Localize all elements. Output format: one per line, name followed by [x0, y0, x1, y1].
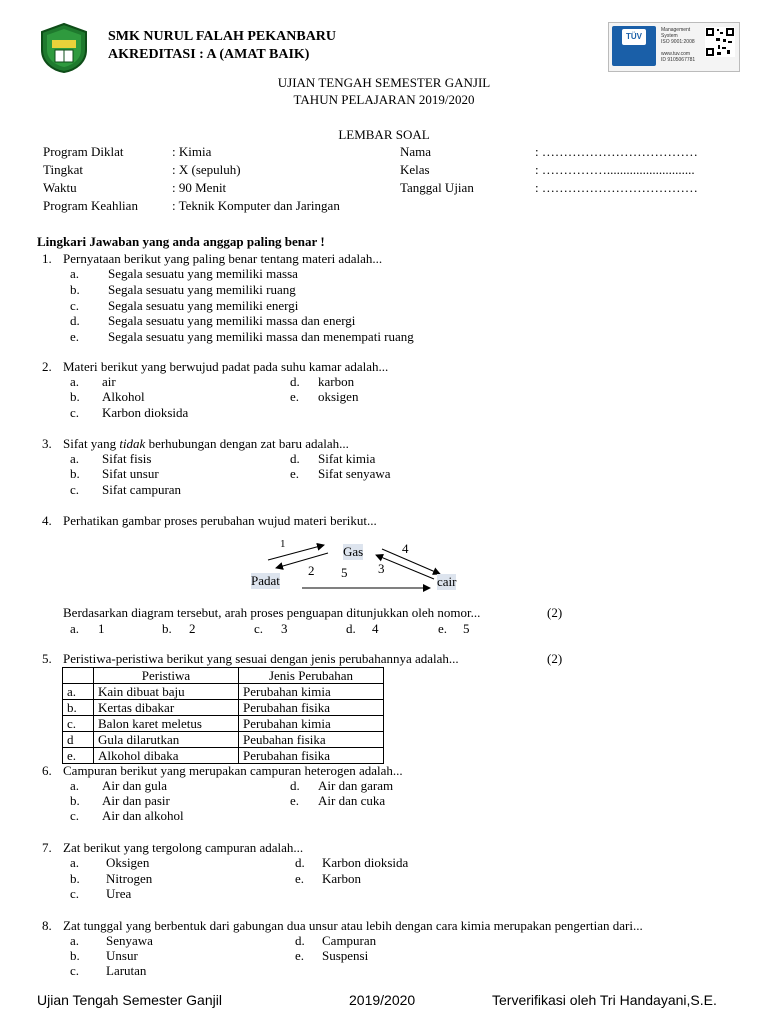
- cert-text: Management System ISO 9001:2008 www.tuv.com ID 9105067781: [661, 27, 696, 63]
- arrow-number: 4: [402, 541, 409, 556]
- option-key[interactable]: b.: [70, 466, 80, 481]
- option-key[interactable]: b.: [70, 793, 80, 808]
- option-text[interactable]: Nitrogen: [106, 871, 153, 886]
- option-text[interactable]: 4: [372, 621, 379, 636]
- option-text[interactable]: Segala sesuatu yang memiliki massa: [108, 266, 298, 281]
- question-text: Sifat yang tidak berhubungan dengan zat baru adalah...: [63, 436, 349, 451]
- option-text[interactable]: Air dan cuka: [318, 793, 386, 808]
- name-field[interactable]: : ………………………………: [535, 144, 698, 159]
- option-text[interactable]: Urea: [106, 886, 132, 901]
- table-header: Peristiwa: [94, 668, 239, 684]
- footer-verifier: Terverifikasi oleh Tri Handayani,S.E.: [492, 992, 717, 1008]
- table-cell: Perubahan fisika: [239, 748, 384, 764]
- class-field[interactable]: : ……………...........................: [535, 162, 695, 177]
- option-key[interactable]: c.: [254, 621, 264, 636]
- option-text[interactable]: Suspensi: [322, 948, 369, 963]
- table-cell: Alkohol dibaka: [94, 748, 239, 764]
- table-cell: e.: [63, 748, 94, 764]
- table-cell: Perubahan kimia: [239, 684, 384, 700]
- school-name: SMK NURUL FALAH PEKANBARU: [108, 29, 337, 44]
- info-value: : X (sepuluh): [172, 162, 241, 177]
- option-key[interactable]: d.: [346, 621, 356, 636]
- option-key[interactable]: e.: [290, 793, 300, 808]
- option-text[interactable]: 3: [281, 621, 288, 636]
- option-key[interactable]: d.: [295, 855, 305, 870]
- option-text[interactable]: 1: [98, 621, 105, 636]
- emphasis-text: tidak: [119, 436, 146, 451]
- question-text: Berdasarkan diagram tersebut, arah proses penguapan ditunjukkan oleh nomor...: [63, 605, 481, 620]
- question-text: Materi berikut yang berwujud padat pada suhu kamar adalah...: [63, 359, 389, 374]
- question-number: 1.: [42, 251, 52, 266]
- arrow-number: 2: [308, 563, 315, 578]
- option-text[interactable]: Unsur: [106, 948, 138, 963]
- table-cell: d: [63, 732, 94, 748]
- info-label: Nama: [400, 144, 432, 159]
- option-text[interactable]: Karbon dioksida: [102, 405, 189, 420]
- option-text[interactable]: Senyawa: [106, 933, 153, 948]
- option-text[interactable]: Sifat campuran: [102, 482, 182, 497]
- sheet-title: LEMBAR SOAL: [338, 127, 430, 142]
- school-logo: [38, 22, 90, 74]
- option-text[interactable]: Campuran: [322, 933, 377, 948]
- question-number: 5.: [42, 651, 52, 666]
- table-cell: Perubahan fisika: [239, 700, 384, 716]
- option-text[interactable]: Larutan: [106, 963, 147, 978]
- info-value: : Kimia: [172, 144, 212, 159]
- option-key[interactable]: d.: [295, 933, 305, 948]
- question-text: Peristiwa-peristiwa berikut yang sesuai dengan jenis perubahannya adalah...: [63, 651, 459, 666]
- question-number: 4.: [42, 513, 52, 528]
- accreditation: AKREDITASI : A (AMAT BAIK): [108, 47, 310, 62]
- option-key[interactable]: c.: [70, 886, 80, 901]
- question-number: 3.: [42, 436, 52, 451]
- option-key[interactable]: e.: [295, 948, 305, 963]
- exam-year: TAHUN PELAJARAN 2019/2020: [293, 92, 475, 107]
- info-label: Kelas: [400, 162, 430, 177]
- option-key[interactable]: a.: [70, 621, 80, 636]
- table-header: Jenis Perubahan: [239, 668, 384, 684]
- option-text[interactable]: 2: [189, 621, 196, 636]
- option-text[interactable]: Air dan gula: [102, 778, 167, 793]
- q5-table: [62, 667, 384, 764]
- option-key[interactable]: b.: [70, 389, 80, 404]
- option-key[interactable]: c.: [70, 298, 80, 313]
- option-text[interactable]: Sifat fisis: [102, 451, 152, 466]
- option-text[interactable]: Oksigen: [106, 855, 150, 870]
- option-key[interactable]: d.: [290, 374, 300, 389]
- table-cell: Kertas dibakar: [94, 700, 239, 716]
- table-header-row: [63, 668, 384, 684]
- option-text[interactable]: Karbon: [322, 871, 361, 886]
- info-label: Waktu: [43, 180, 77, 195]
- option-text[interactable]: Segala sesuatu yang memiliki massa dan menempati ruang: [108, 329, 414, 344]
- option-key[interactable]: a.: [70, 266, 80, 281]
- arrow-number: 3: [378, 561, 385, 576]
- option-text[interactable]: Air dan pasir: [102, 793, 170, 808]
- option-text[interactable]: oksigen: [318, 389, 359, 404]
- option-text[interactable]: Sifat unsur: [102, 466, 159, 481]
- table-cell: Peubahan fisika: [239, 732, 384, 748]
- table-row[interactable]: [63, 684, 384, 700]
- question-number: 2.: [42, 359, 52, 374]
- arrow-2: [276, 553, 328, 568]
- option-text[interactable]: karbon: [318, 374, 355, 389]
- info-label: Tanggal Ujian: [400, 180, 474, 195]
- info-label: Program Diklat: [43, 144, 124, 159]
- arrow-number: 5: [341, 565, 348, 580]
- option-text[interactable]: Karbon dioksida: [322, 855, 409, 870]
- option-key[interactable]: b.: [70, 871, 80, 886]
- option-text[interactable]: Segala sesuatu yang memiliki ruang: [108, 282, 296, 297]
- option-key[interactable]: b.: [70, 948, 80, 963]
- info-value: : 90 Menit: [172, 180, 227, 195]
- option-key[interactable]: a.: [70, 933, 80, 948]
- info-value: : Teknik Komputer dan Jaringan: [172, 198, 340, 213]
- table-cell: Perubahan kimia: [239, 716, 384, 732]
- option-key[interactable]: e.: [70, 329, 80, 344]
- certification-badge: [608, 22, 740, 72]
- option-key[interactable]: d.: [290, 451, 300, 466]
- table-header: [63, 668, 94, 684]
- option-text[interactable]: Sifat senyawa: [318, 466, 391, 481]
- question-text: Zat tunggal yang berbentuk dari gabungan dua unsur atau lebih dengan cara kimia merupakan pengertian dari...: [63, 918, 643, 933]
- option-key[interactable]: d.: [70, 313, 80, 328]
- question-text: Zat berikut yang tergolong campuran adalah...: [63, 840, 304, 855]
- info-label: Program Keahlian: [43, 198, 138, 213]
- option-key[interactable]: c.: [70, 405, 80, 420]
- option-text[interactable]: air: [102, 374, 116, 389]
- school-header: [108, 28, 336, 64]
- exam-date-field[interactable]: : ………………………………: [535, 180, 698, 195]
- solid-label: Padat: [251, 573, 280, 588]
- option-key[interactable]: e.: [290, 466, 300, 481]
- instruction: Lingkari Jawaban yang anda anggap paling benar !: [37, 234, 325, 249]
- table-cell: Balon karet meletus: [94, 716, 239, 732]
- option-key[interactable]: c.: [70, 808, 80, 823]
- option-key[interactable]: b.: [162, 621, 172, 636]
- info-label: Tingkat: [43, 162, 83, 177]
- option-text[interactable]: Sifat kimia: [318, 451, 376, 466]
- question-number: 6.: [42, 763, 52, 778]
- option-key[interactable]: d.: [290, 778, 300, 793]
- table-cell: b.: [63, 700, 94, 716]
- table-row[interactable]: [63, 732, 384, 748]
- option-key[interactable]: c.: [70, 963, 80, 978]
- liquid-label: cair: [437, 574, 457, 589]
- option-key[interactable]: a.: [70, 778, 80, 793]
- option-text[interactable]: Air dan garam: [318, 778, 394, 793]
- question-text: Campuran berikut yang merupakan campuran heterogen adalah...: [63, 763, 403, 778]
- footer-exam: Ujian Tengah Semester Ganjil: [37, 992, 222, 1008]
- exam-title: UJIAN TENGAH SEMESTER GANJIL: [277, 75, 491, 90]
- option-key[interactable]: a.: [70, 374, 80, 389]
- footer-year: 2019/2020: [349, 992, 416, 1008]
- arrow-1: [268, 545, 324, 560]
- table-row[interactable]: [63, 700, 384, 716]
- question-text: Perhatikan gambar proses perubahan wujud materi berikut...: [63, 513, 377, 528]
- option-text[interactable]: Alkohol: [102, 389, 145, 404]
- question-number: 8.: [42, 918, 52, 933]
- score: (2): [547, 651, 563, 666]
- tuv-logo-icon: TÜV: [612, 26, 656, 66]
- table-row[interactable]: [63, 748, 384, 764]
- option-key[interactable]: e.: [438, 621, 448, 636]
- question-number: 7.: [42, 840, 52, 855]
- qr-code-icon: [705, 27, 735, 57]
- option-text[interactable]: 5: [463, 621, 470, 636]
- question-text: Pernyataan berikut yang paling benar tentang materi adalah...: [63, 251, 383, 266]
- table-cell: a.: [63, 684, 94, 700]
- option-key[interactable]: e.: [295, 871, 305, 886]
- table-cell: Kain dibuat baju: [94, 684, 239, 700]
- gas-label: Gas: [343, 544, 364, 559]
- option-key[interactable]: c.: [70, 482, 80, 497]
- option-text[interactable]: Segala sesuatu yang memiliki energi: [108, 298, 299, 313]
- option-key[interactable]: e.: [290, 389, 300, 404]
- score: (2): [547, 605, 563, 620]
- arrow-number: 1: [280, 538, 286, 550]
- option-key[interactable]: a.: [70, 451, 80, 466]
- table-cell: Gula dilarutkan: [94, 732, 239, 748]
- option-key[interactable]: b.: [70, 282, 80, 297]
- option-text[interactable]: Air dan alkohol: [102, 808, 184, 823]
- table-row[interactable]: [63, 716, 384, 732]
- option-key[interactable]: a.: [70, 855, 80, 870]
- option-text[interactable]: Segala sesuatu yang memiliki massa dan energi: [108, 313, 356, 328]
- table-cell: c.: [63, 716, 94, 732]
